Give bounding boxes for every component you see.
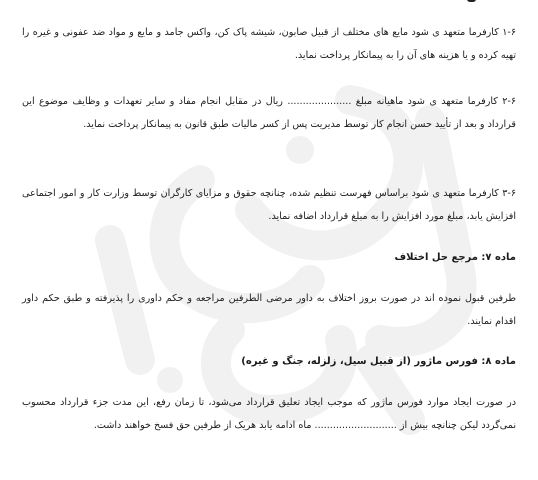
clause-6-1: ۱-۶ کارفرما متعهد ی شود مایع های مختلف از قبیل صابون، شیشه پاک کن، واکس جامد و مایع و مواد ضد عفونی و غیره را تهیه کرده و یا هزینه های آن را به پیمانکار پرداخت نماید. xyxy=(22,27,516,61)
article-8-heading: ماده ۸: فورس ماژور (از قبیل سیل، زلزله، جنگ و غیره) xyxy=(241,356,516,367)
clause-6-3: ۳-۶ کارفرما متعهد ی شود براساس فهرست تنظیم شده، چنانچه حقوق و مزایای کارگران توسط وزارت کار و امور اجتماعی افزایش یابد، مبلغ مورد افزایش را به مبلغ قرارداد اضافه نماید. xyxy=(22,188,516,222)
article-7-text: طرفین قبول نموده اند در صورت بروز اختلاف به داور مرضی الطرفین مراجعه و حکم داوری را پذیرفته و طبق حکم داور اقدام نمایند. xyxy=(22,293,516,327)
clause-6-2: ۲-۶ کارفرما متعهد ی شود ماهیانه مبلغ ..................... ریال در مقابل انجام مفاد و سایر تعهدات و وظایف موضوع این قرارداد و بعد از تأیید حسن انجام کار توسط مدیریت پس از کسر مالیات طبق قانون به پیمانکار پرداخت نماید. xyxy=(22,96,516,130)
article-7-heading: ماده ۷: مرجع حل اختلاف xyxy=(394,252,516,263)
article-8-text: در صورت ایجاد موارد فورس ماژور که موجب ایجاد تعلیق قرارداد می‌شود، تا زمان رفع، این مدت جزء قرارداد محسوب نمی‌گردد لیکن چنانچه بیش از ........................... ماه ادامه یابد هریک از طرفین حق فسخ خواهند داشت. xyxy=(22,397,516,431)
